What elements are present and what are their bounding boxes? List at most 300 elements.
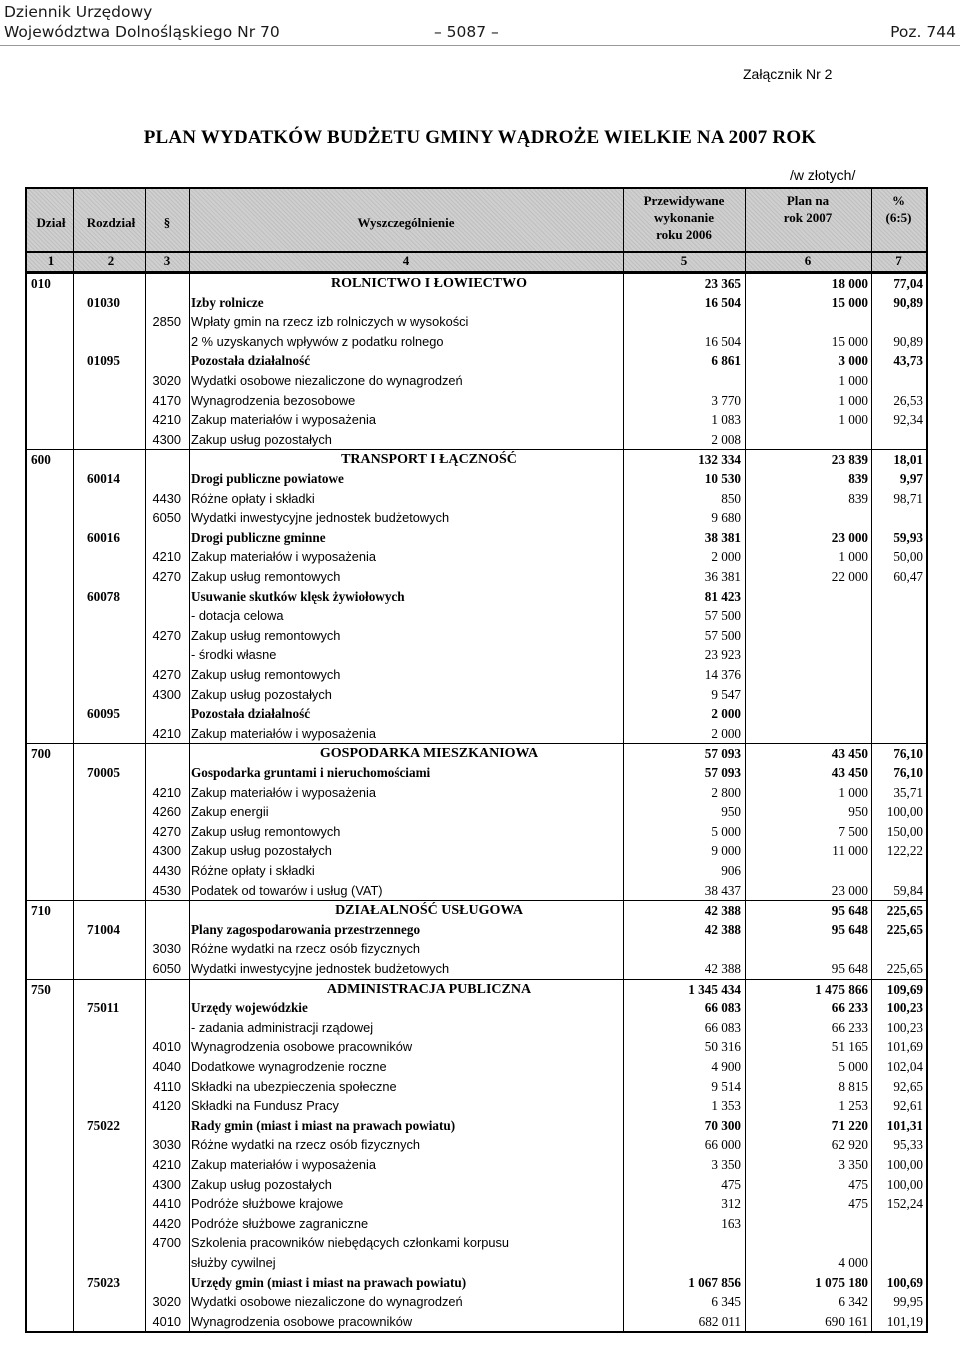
attachment-label: Załącznik Nr 2 <box>743 66 833 82</box>
paragraf-cell: 3020 <box>152 373 181 388</box>
dzial-cell: 700 <box>31 746 51 762</box>
paragraf-cell <box>145 293 181 313</box>
percent-cell: 92,34 <box>893 412 923 428</box>
description-cell: Wynagrodzenia osobowe pracowników <box>191 1313 413 1329</box>
rozdzial-cell <box>87 861 147 881</box>
plan-2007-cell: 11 000 <box>832 843 868 859</box>
table-row <box>27 547 926 567</box>
executed-2006-cell: 1 353 <box>711 1098 741 1114</box>
executed-2006-cell: 66 000 <box>704 1137 741 1153</box>
dzial-cell <box>31 724 71 744</box>
plan-2007-cell: 51 165 <box>831 1039 868 1055</box>
percent-cell <box>873 1214 923 1234</box>
paragraf-cell <box>145 606 181 626</box>
dzial-cell <box>31 1096 71 1116</box>
table-row <box>27 293 926 313</box>
paragraf-cell: 4210 <box>152 1157 181 1172</box>
rozdzial-cell <box>87 881 147 901</box>
plan-2007-cell: 15 000 <box>831 294 868 310</box>
plan-2007-cell: 66 233 <box>831 1019 868 1035</box>
table-row <box>27 1194 926 1214</box>
dzial-cell <box>31 1135 71 1155</box>
dzial-cell <box>31 312 71 332</box>
executed-2006-cell: 57 500 <box>704 608 741 624</box>
rozdzial-cell <box>87 901 147 921</box>
description-cell: Drogi publiczne gminne <box>191 529 326 545</box>
executed-2006-cell <box>667 1253 741 1273</box>
dzial-cell <box>31 783 71 803</box>
table-row <box>27 1057 926 1077</box>
executed-2006-cell: 42 388 <box>704 921 741 937</box>
plan-2007-cell <box>797 861 868 881</box>
dzial-cell <box>31 881 71 901</box>
percent-cell: 100,69 <box>886 1274 923 1290</box>
percent-cell: 225,65 <box>886 961 923 976</box>
description-cell: Podróże służbowe krajowe <box>191 1196 344 1212</box>
paragraf-cell: 4210 <box>152 412 181 428</box>
executed-2006-cell: 16 504 <box>704 333 741 349</box>
dzial-cell <box>31 410 71 430</box>
executed-2006-cell: 10 530 <box>704 471 741 486</box>
executed-2006-cell: 14 376 <box>704 667 741 682</box>
percent-cell: 152,24 <box>886 1196 923 1212</box>
rozdzial-cell <box>87 783 147 803</box>
executed-2006-cell: 42 388 <box>704 961 741 976</box>
plan-2007-cell: 475 <box>848 1176 868 1192</box>
percent-cell: 35,71 <box>893 784 923 800</box>
percent-cell: 100,23 <box>886 1000 923 1016</box>
dzial-cell <box>31 332 71 352</box>
description-cell: Urzędy wojewódzkie <box>191 1000 308 1016</box>
table-row <box>27 704 926 724</box>
rozdzial-cell <box>87 312 147 332</box>
percent-cell: 101,69 <box>886 1039 923 1055</box>
executed-2006-cell: 1 345 434 <box>688 981 741 997</box>
table-row <box>27 920 926 940</box>
rozdzial-cell <box>87 489 147 509</box>
header-paragraf: § <box>163 215 171 230</box>
plan-2007-cell <box>797 645 868 665</box>
executed-2006-cell <box>667 1233 741 1253</box>
rozdzial-cell: 75011 <box>87 1000 120 1016</box>
header-rozdzial: Rozdział <box>86 215 136 230</box>
rozdzial-cell <box>87 959 147 979</box>
dzial-cell <box>31 959 71 979</box>
percent-cell <box>873 430 923 450</box>
paragraf-cell: 4430 <box>152 490 181 506</box>
table-row <box>27 665 926 685</box>
plan-2007-cell: 23 839 <box>831 452 868 468</box>
paragraf-cell: 4270 <box>152 569 181 584</box>
executed-2006-cell: 4 900 <box>711 1059 741 1074</box>
dzial-cell <box>31 351 71 371</box>
percent-cell <box>873 645 923 665</box>
plan-2007-cell: 839 <box>848 471 868 486</box>
dzial-cell <box>31 1233 71 1253</box>
percent-cell <box>873 685 923 705</box>
percent-cell <box>873 704 923 724</box>
plan-2007-cell: 1 075 180 <box>815 1274 868 1290</box>
executed-2006-cell: 2 000 <box>711 725 741 741</box>
table-row <box>27 410 926 430</box>
table-row <box>27 1155 926 1175</box>
description-cell: Różne wydatki na rzecz osób fizycznych <box>191 1137 421 1153</box>
description-cell: Zakup materiałów i wyposażenia <box>191 549 376 565</box>
budget-table <box>25 187 928 1333</box>
paragraf-cell <box>145 998 181 1018</box>
dzial-cell <box>31 998 71 1018</box>
description-cell: Zakup materiałów i wyposażenia <box>191 784 376 800</box>
document-title: PLAN WYDATKÓW BUDŻETU GMINY WĄDROŻE WIELKIE NA 2007 ROK <box>143 127 817 148</box>
paragraf-cell: 2850 <box>152 314 181 330</box>
percent-cell: 18,01 <box>893 452 923 468</box>
table-row <box>27 626 926 646</box>
dzial-cell <box>31 528 71 548</box>
plan-2007-cell: 5 000 <box>838 1059 868 1074</box>
dzial-cell <box>31 587 71 607</box>
percent-cell <box>873 724 923 744</box>
rozdzial-cell: 60078 <box>87 588 120 604</box>
description-cell: - dotacja celowa <box>191 608 284 624</box>
dzial-cell <box>31 841 71 861</box>
percent-cell: 100,23 <box>886 1019 923 1035</box>
table-row <box>27 606 926 626</box>
description-cell: Zakup materiałów i wyposażenia <box>191 725 376 741</box>
description-cell: Wydatki inwestycyjne jednostek budżetowych <box>191 510 450 526</box>
paragraf-cell: 4700 <box>152 1235 181 1251</box>
dzial-cell <box>31 469 71 489</box>
paragraf-cell <box>145 744 181 764</box>
rozdzial-cell <box>87 939 147 959</box>
position-number: Poz. 744 <box>890 23 956 41</box>
description-cell: Wynagrodzenia bezosobowe <box>191 392 356 408</box>
executed-2006-cell: 1 067 856 <box>688 1274 741 1290</box>
executed-2006-cell: 132 334 <box>698 452 741 468</box>
percent-cell <box>873 587 923 607</box>
paragraf-cell: 4430 <box>152 863 181 878</box>
percent-cell: 98,71 <box>893 490 923 506</box>
executed-2006-cell: 57 500 <box>704 627 741 643</box>
description-cell: Zakup materiałów i wyposażenia <box>191 412 376 428</box>
description-cell: Wydatki inwestycyjne jednostek budżetowych <box>191 961 450 976</box>
description-cell: ADMINISTRACJA PUBLICZNA <box>326 981 532 997</box>
page-header <box>4 0 956 46</box>
header-wyszczegolnienie: Wyszczególnienie <box>357 215 455 230</box>
rozdzial-cell <box>87 1175 147 1195</box>
description-cell: TRANSPORT I ŁĄCZNOŚĆ <box>341 452 517 468</box>
description-cell: Składki na Fundusz Pracy <box>191 1098 339 1114</box>
executed-2006-cell: 70 300 <box>704 1117 741 1133</box>
table-row <box>27 783 926 803</box>
rozdzial-cell <box>87 567 147 587</box>
plan-2007-cell: 1 475 866 <box>815 981 868 997</box>
executed-2006-cell: 9 514 <box>711 1078 741 1094</box>
plan-2007-cell: 1 000 <box>838 373 868 388</box>
plan-2007-cell <box>797 430 868 450</box>
plan-2007-cell: 62 920 <box>831 1137 868 1153</box>
paragraf-cell: 4270 <box>152 667 181 682</box>
description-cell: - środki własne <box>191 647 277 663</box>
paragraf-cell <box>145 645 181 665</box>
description-cell: Pozostała działalność <box>191 353 311 369</box>
percent-cell: 90,89 <box>893 294 923 310</box>
paragraf-cell: 4300 <box>152 843 181 859</box>
table-row <box>27 528 926 548</box>
plan-2007-cell <box>797 665 868 685</box>
percent-cell <box>873 939 923 959</box>
plan-2007-cell <box>797 312 868 332</box>
table-row <box>27 1292 926 1312</box>
table-row <box>27 998 926 1018</box>
dzial-cell <box>31 1057 71 1077</box>
percent-cell: 150,00 <box>886 823 923 839</box>
rozdzial-cell <box>87 508 147 528</box>
description-cell: DZIAŁALNOŚĆ USŁUGOWA <box>335 903 523 919</box>
dzial-cell <box>31 685 71 705</box>
plan-2007-cell <box>797 508 868 528</box>
executed-2006-cell: 6 345 <box>711 1294 741 1310</box>
dzial-cell <box>31 1312 71 1332</box>
dzial-cell <box>31 920 71 940</box>
dzial-cell <box>31 391 71 411</box>
paragraf-cell: 4120 <box>152 1098 181 1114</box>
dzial-cell: 710 <box>31 903 51 919</box>
paragraf-cell: 4210 <box>152 549 181 565</box>
header-percent-1: % <box>892 193 905 208</box>
rozdzial-cell: 60095 <box>87 706 120 722</box>
percent-cell: 59,93 <box>893 529 923 545</box>
rozdzial-cell <box>87 1057 147 1077</box>
rozdzial-cell: 71004 <box>87 921 120 937</box>
paragraf-cell <box>145 1253 181 1273</box>
plan-2007-cell: 1 000 <box>838 412 868 428</box>
rozdzial-cell: 01030 <box>87 294 120 310</box>
rozdzial-cell <box>87 1096 147 1116</box>
description-cell: Różne opłaty i składki <box>191 863 315 878</box>
dzial-cell <box>31 371 71 391</box>
rozdzial-cell <box>87 430 147 450</box>
executed-2006-cell: 42 388 <box>704 903 741 919</box>
executed-2006-cell: 16 504 <box>704 294 741 310</box>
rozdzial-cell <box>87 665 147 685</box>
rozdzial-cell <box>87 685 147 705</box>
plan-2007-cell: 6 342 <box>838 1294 868 1310</box>
description-cell: Zakup materiałów i wyposażenia <box>191 1157 376 1172</box>
dzial-cell <box>31 508 71 528</box>
dzial-cell <box>31 1018 71 1038</box>
colnum-5: 5 <box>680 253 688 268</box>
paragraf-cell: 4010 <box>152 1039 181 1055</box>
dzial-cell <box>31 1273 71 1293</box>
plan-2007-cell: 690 161 <box>825 1313 868 1329</box>
dzial-cell <box>31 1194 71 1214</box>
executed-2006-cell: 66 083 <box>704 1019 741 1035</box>
description-cell: Zakup usług remontowych <box>191 627 341 643</box>
percent-cell: 50,00 <box>893 549 923 565</box>
table-row <box>27 841 926 861</box>
percent-cell <box>873 626 923 646</box>
plan-2007-cell: 15 000 <box>831 333 868 349</box>
dzial-cell: 600 <box>31 452 51 468</box>
paragraf-cell <box>145 587 181 607</box>
paragraf-cell: 4210 <box>152 725 181 741</box>
paragraf-cell <box>145 1116 181 1136</box>
executed-2006-cell: 906 <box>721 863 741 878</box>
table-row <box>27 508 926 528</box>
plan-2007-cell <box>797 939 868 959</box>
table-row <box>27 685 926 705</box>
description-cell: Szkolenia pracowników niebędących członkami korpusu <box>191 1235 509 1251</box>
plan-2007-cell: 839 <box>848 490 868 506</box>
table-row <box>27 939 926 959</box>
table-row <box>27 1018 926 1038</box>
executed-2006-cell: 38 381 <box>704 529 741 545</box>
table-row <box>27 371 926 391</box>
paragraf-cell <box>145 332 181 352</box>
percent-cell: 77,04 <box>893 276 923 291</box>
percent-cell: 76,10 <box>893 746 923 762</box>
plan-2007-cell: 43 450 <box>831 765 868 780</box>
description-cell: Rady gmin (miast i miast na prawach powiatu) <box>191 1117 456 1133</box>
table-row <box>27 1037 926 1057</box>
executed-2006-cell: 38 437 <box>704 882 741 898</box>
plan-2007-cell <box>797 606 868 626</box>
rozdzial-cell <box>87 724 147 744</box>
executed-2006-cell: 9 547 <box>711 686 741 702</box>
table-header <box>27 189 926 273</box>
percent-cell <box>873 1253 923 1273</box>
plan-2007-cell: 95 648 <box>831 921 868 937</box>
percent-cell: 95,33 <box>893 1137 923 1153</box>
dzial-cell <box>31 645 71 665</box>
table-row <box>27 1077 926 1097</box>
dzial-cell <box>31 1116 71 1136</box>
header-rule <box>0 45 960 46</box>
description-cell: Plany zagospodarowania przestrzennego <box>191 921 421 937</box>
table-row <box>27 489 926 509</box>
percent-cell: 99,95 <box>893 1294 923 1310</box>
rozdzial-cell <box>87 606 147 626</box>
executed-2006-cell: 6 861 <box>711 353 741 369</box>
table-row <box>27 351 926 371</box>
percent-cell: 43,73 <box>893 353 923 369</box>
table-row <box>27 430 926 450</box>
paragraf-cell <box>145 528 181 548</box>
paragraf-cell: 4530 <box>152 882 181 898</box>
plan-2007-cell: 71 220 <box>831 1117 868 1133</box>
table-row <box>27 822 926 842</box>
executed-2006-cell <box>667 939 741 959</box>
section-row <box>27 743 926 763</box>
description-cell: Drogi publiczne powiatowe <box>191 471 344 486</box>
header-wykonanie-1: Przewidywane <box>643 193 725 208</box>
plan-2007-cell: 950 <box>848 804 868 820</box>
plan-2007-cell: 475 <box>848 1196 868 1212</box>
table-row <box>27 1175 926 1195</box>
percent-cell: 122,22 <box>886 843 923 859</box>
paragraf-cell: 4270 <box>152 823 181 839</box>
dzial-cell <box>31 567 71 587</box>
rozdzial-cell <box>87 1253 147 1273</box>
paragraf-cell <box>145 920 181 940</box>
paragraf-cell <box>145 980 181 1000</box>
plan-2007-cell: 1 000 <box>838 784 868 800</box>
percent-cell: 225,65 <box>886 921 923 937</box>
rozdzial-cell <box>87 450 147 470</box>
table-row <box>27 312 926 332</box>
rozdzial-cell: 60014 <box>87 471 120 486</box>
description-cell: Usuwanie skutków klęsk żywiołowych <box>191 588 405 604</box>
section-row <box>27 979 926 999</box>
table-row <box>27 802 926 822</box>
description-cell: Zakup usług pozostałych <box>191 843 332 859</box>
table-row <box>27 724 926 744</box>
paragraf-cell: 4420 <box>152 1215 181 1231</box>
rozdzial-cell <box>87 645 147 665</box>
rozdzial-cell <box>87 547 147 567</box>
rozdzial-cell: 70005 <box>87 765 120 780</box>
table-row <box>27 959 926 979</box>
plan-2007-cell: 3 350 <box>838 1157 868 1172</box>
header-wykonanie-3: roku 2006 <box>656 227 712 242</box>
dzial-cell: 750 <box>31 981 51 997</box>
paragraf-cell <box>145 1273 181 1293</box>
description-cell: Wynagrodzenia osobowe pracowników <box>191 1039 413 1055</box>
page-number: – 5087 – <box>434 23 499 41</box>
description-cell: Zakup usług remontowych <box>191 823 341 839</box>
percent-cell <box>873 665 923 685</box>
rozdzial-cell <box>87 1312 147 1332</box>
section-row <box>27 273 926 293</box>
paragraf-cell: 4300 <box>152 686 181 702</box>
plan-2007-cell: 43 450 <box>831 746 868 762</box>
description-cell: ROLNICTWO I ŁOWIECTWO <box>330 276 528 291</box>
rozdzial-cell <box>87 1155 147 1175</box>
rozdzial-cell: 60016 <box>87 529 120 545</box>
paragraf-cell: 4300 <box>152 431 181 447</box>
plan-2007-cell: 22 000 <box>831 569 868 584</box>
rozdzial-cell <box>87 841 147 861</box>
description-cell: Zakup usług remontowych <box>191 667 341 682</box>
journal-issue: Województwa Dolnośląskiego Nr 70 <box>4 23 280 41</box>
description-cell: Wydatki osobowe niezaliczone do wynagrodzeń <box>191 373 463 388</box>
description-cell: Wydatki osobowe niezaliczone do wynagrodzeń <box>191 1294 463 1310</box>
rozdzial-cell <box>87 980 147 1000</box>
paragraf-cell: 4040 <box>152 1059 181 1074</box>
plan-2007-cell: 7 500 <box>838 823 868 839</box>
rozdzial-cell <box>87 371 147 391</box>
dzial-cell <box>31 1155 71 1175</box>
percent-cell: 92,65 <box>893 1078 923 1094</box>
rozdzial-cell <box>87 1292 147 1312</box>
dzial-cell <box>31 626 71 646</box>
dzial-cell <box>31 606 71 626</box>
percent-cell <box>873 1233 923 1253</box>
colnum-1: 1 <box>47 253 55 268</box>
plan-2007-cell <box>797 1233 868 1253</box>
description-cell: Urzędy gmin (miast i miast na prawach powiatu) <box>191 1274 467 1290</box>
dzial-cell <box>31 1292 71 1312</box>
executed-2006-cell: 57 093 <box>704 765 741 780</box>
executed-2006-cell: 36 381 <box>704 569 741 584</box>
paragraf-cell: 4410 <box>152 1196 181 1212</box>
executed-2006-cell: 2 000 <box>711 549 741 565</box>
section-row <box>27 449 926 469</box>
percent-cell: 100,00 <box>886 1176 923 1192</box>
dzial-cell <box>31 430 71 450</box>
table-row <box>27 881 926 901</box>
table-row <box>27 587 926 607</box>
